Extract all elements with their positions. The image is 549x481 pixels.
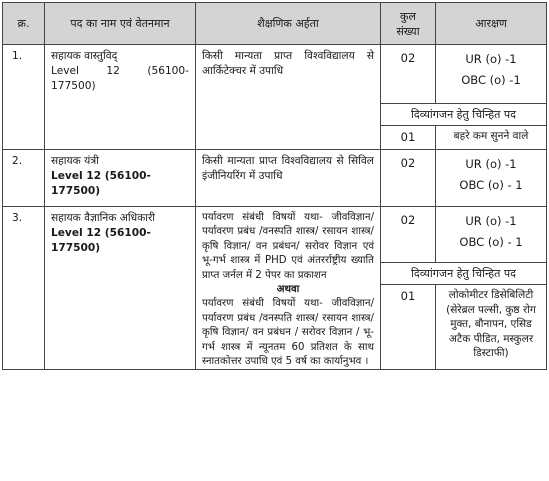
row2-res-ur: UR (o) -1 <box>465 157 517 171</box>
row1-res-obc: OBC (o) -1 <box>461 73 521 87</box>
row1-pay-end: 177500) <box>51 80 96 92</box>
header-total-line1: कुल <box>400 9 416 23</box>
row3-qual-part2: पर्यावरण संबंधी विषयों यथा- जीवविज्ञान/ पर्यावरण प्रबंध /वनस्पति शास्त्र/ रसायन शास्त्र/ कृषि विज्ञान/ वन प्रबंधन / सरोवर विज्ञान / भू-गर्भ शास्त्र में न्यूनतम 60 प्रतिशत के साथ स्नातकोत्तर उपाधि एवं 5 वर्ष का कार्यानुभव । <box>202 298 374 368</box>
row3-level: Level 12 (56100-177500) <box>51 227 151 254</box>
row3-divyang-desc: लोकोमीटर डिसेबिलिटी (सेरेब्रल पल्सी, कुष्ठ रोग मुक्त, बौनापन, एसिड अटैक पीडित, मस्कुलर डिस्टाफी) <box>436 285 547 370</box>
header-reservation: आरक्षण <box>436 3 547 45</box>
row2-reservation <box>436 150 547 207</box>
row1-pay-start: (56100- <box>147 65 189 77</box>
row2-res-obc: OBC (o) - 1 <box>459 178 523 192</box>
header-qualification: शैक्षणिक अर्हता <box>196 3 381 45</box>
row2-qualification: किसी मान्यता प्राप्त विश्वविद्यालय से सिविल इंजीनियरिंग में उपाधि <box>196 150 381 207</box>
row1-level-num: 12 <box>106 65 120 77</box>
row3-post-name: सहायक वैज्ञानिक अधिकारी <box>51 212 156 224</box>
row3-reservation <box>436 207 547 263</box>
row3-qual-part1: पर्यावरण संबंधी विषयों यथा- जीवविज्ञान/ पर्यावरण प्रबंध /वनस्पति शास्त्र/ रसायन शास्त्र/ कृषि विज्ञान/ वन प्रबंधन/ सरोवर विज्ञान एवं भू-गर्भ शास्त्र में PHD एवं अंतरर्राष्ट्रीय ख्याति प्राप्त जर्नल में 2 पेपर का प्रकाशन <box>202 212 374 281</box>
recruitment-table <box>2 2 547 370</box>
row2-post <box>45 150 196 207</box>
row1-level <box>51 64 189 79</box>
row1-divyang-desc: बहरे कम सुनने वाले <box>436 126 547 150</box>
table-row-2 <box>3 150 547 207</box>
row1-post <box>45 45 196 150</box>
row2-post-name: सहायक यंत्री <box>51 155 99 167</box>
row1-level-label: Level <box>51 65 79 77</box>
table-row-3 <box>3 207 547 263</box>
header-total-line2: संख्या <box>396 24 420 38</box>
row1-divyang-count: 01 <box>381 126 436 150</box>
row3-res-obc: OBC (o) - 1 <box>459 235 523 249</box>
row1-total: 02 <box>381 45 436 104</box>
row3-divyang-count: 01 <box>381 285 436 370</box>
row3-post <box>45 207 196 370</box>
row3-res-ur: UR (o) -1 <box>465 214 517 228</box>
row3-total: 02 <box>381 207 436 263</box>
row3-divyang-label: दिव्यांगजन हेतु चिन्हित पद <box>381 263 547 285</box>
header-sno: क्र. <box>3 3 45 45</box>
row2-total: 02 <box>381 150 436 207</box>
row3-qual-or: अथवा <box>276 284 300 296</box>
header-row <box>3 3 547 45</box>
header-total <box>381 3 436 45</box>
row1-qualification: किसी मान्यता प्राप्त विश्वविद्यालय से आर्किटेक्चर में उपाधि <box>196 45 381 150</box>
row2-sno: 2. <box>3 150 45 207</box>
row1-res-ur: UR (o) -1 <box>465 52 517 66</box>
row1-reservation <box>436 45 547 104</box>
row1-post-name: सहायक वास्तुविद् <box>51 50 118 62</box>
row3-qualification <box>196 207 381 370</box>
header-post: पद का नाम एवं वेतनमान <box>45 3 196 45</box>
row1-divyang-label: दिव्यांगजन हेतु चिन्हित पद <box>381 104 547 126</box>
table-row-1 <box>3 45 547 104</box>
row1-sno: 1. <box>3 45 45 150</box>
row3-sno: 3. <box>3 207 45 370</box>
row2-level: Level 12 (56100-177500) <box>51 170 151 197</box>
